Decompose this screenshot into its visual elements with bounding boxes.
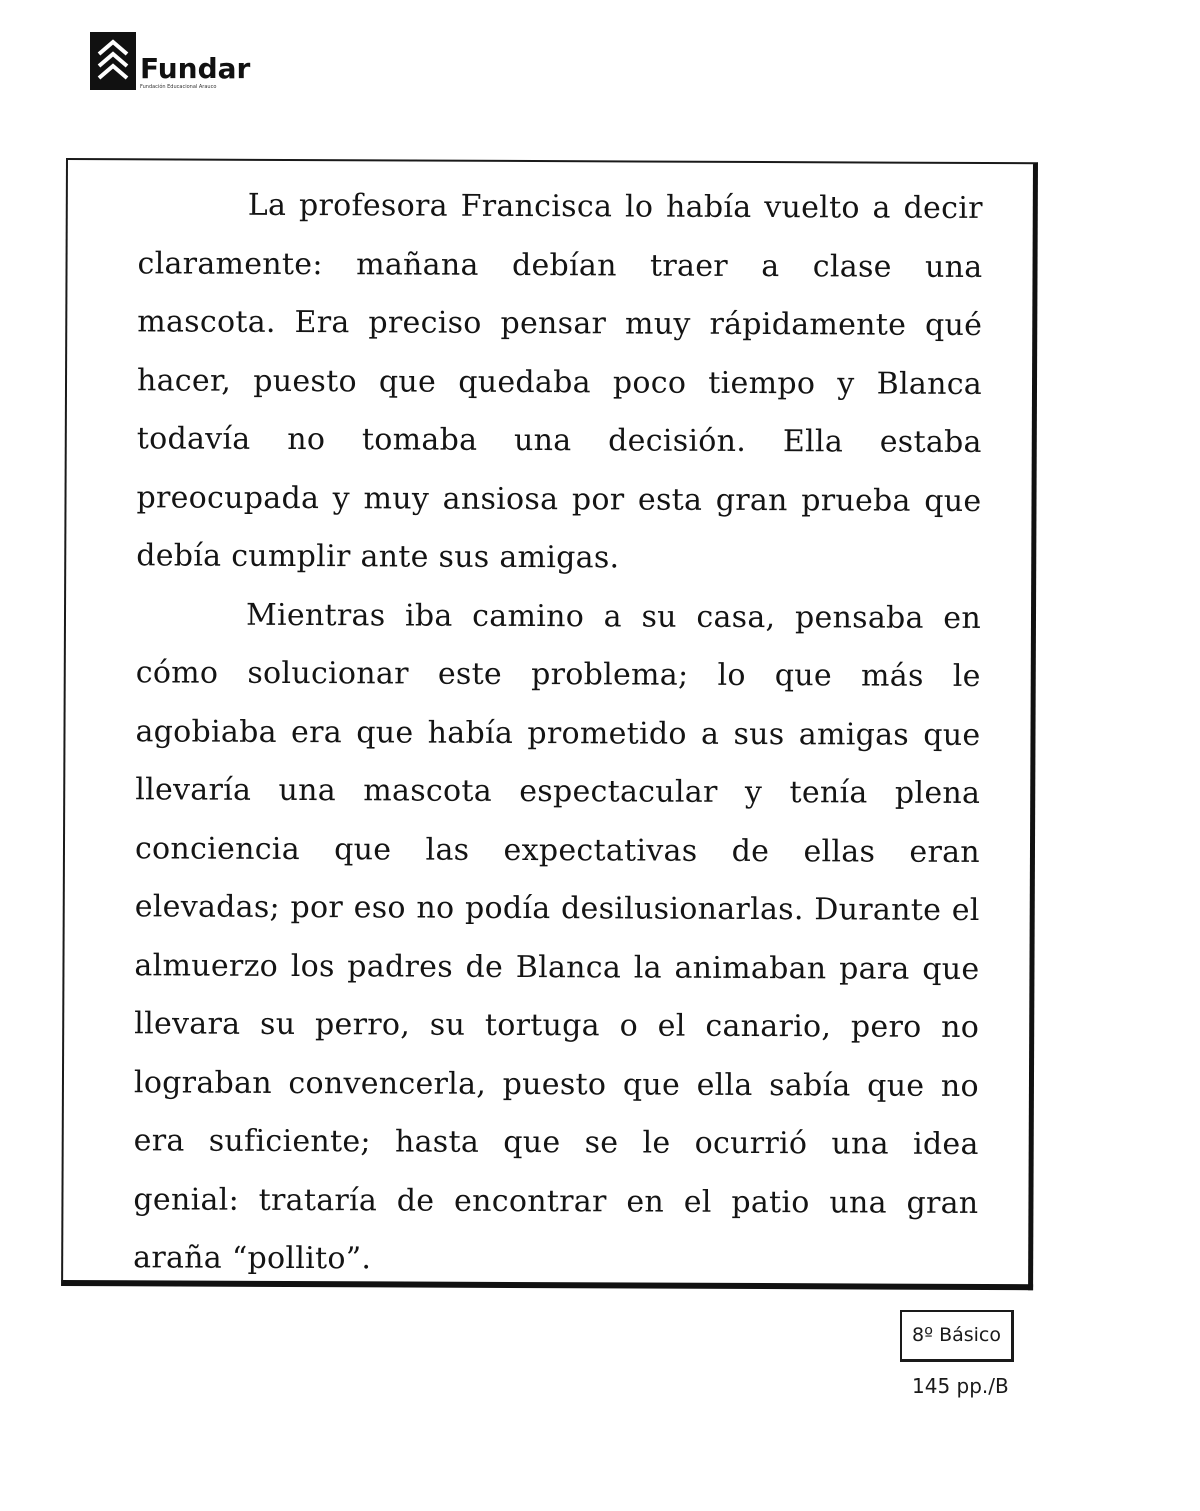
fundar-logo xyxy=(90,32,260,92)
logo-tagline: Fundación Educacional Arauco xyxy=(140,84,217,90)
reading-passage-box xyxy=(61,158,1038,1290)
logo-wordmark: Fundar xyxy=(140,52,251,85)
page-reference: 145 pp./B xyxy=(912,1374,1009,1398)
reading-passage xyxy=(133,176,983,1291)
passage-paragraph-1: La profesora Francisca lo había vuelto a decir claramente: mañana debían traer a clase una mascota. Era preciso pensar muy rápidamente qué hacer, puesto que quedaba poco tiempo y Blanca todavía no tomaba una decisión. Ella estaba preocupada y muy ansiosa por esta gran prueba que debía cumplir ante sus amigas. xyxy=(136,187,983,576)
grade-badge: 8º Básico xyxy=(900,1310,1014,1362)
chevron-stack-icon xyxy=(90,32,136,90)
passage-paragraph-2: Mientras iba camino a su casa, pensaba en cómo solucionar este problema; lo que más le agobiaba era que había prometido a sus amigas que llevaría una mascota espectacular y tenía plena conciencia que las expectativas de ellas eran elevadas; por eso no podía desilusionarlas. Durante el almuerzo los padres de Blanca la animaban para que llevara su perro, su tortuga o el canario, pero no lograban convencerla, puesto que ella sabía que no era suficiente; hasta que se le ocurrió una idea genial: trataría de encontrar en el patio una gran araña “pollito”. xyxy=(133,597,982,1277)
